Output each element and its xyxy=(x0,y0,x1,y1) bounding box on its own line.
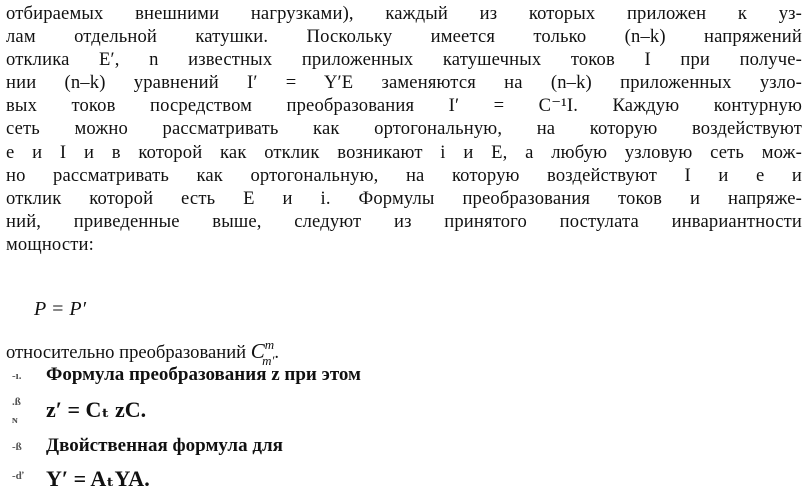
paragraph-line: нии (n–k) уравнений I′ = Y′E заменяются на (n–k) приложенных узло- xyxy=(6,72,802,94)
c-symbol: C xyxy=(250,339,265,363)
c-superscript: m xyxy=(264,337,275,352)
paragraph-line: лам отдельной катушки. Поскольку имеется только (n–k) напряжений xyxy=(6,26,802,48)
paragraph-line: отбираемых внешними нагрузками), каждый из которых приложен к уз- xyxy=(6,3,802,24)
margin-mark: ɴ xyxy=(12,414,18,426)
margin-mark: -ß xyxy=(12,441,22,453)
paragraph-line: сеть можно рассматривать как ортогональную, на которую воздействуют xyxy=(6,118,802,140)
paragraph-line: вых токов посредством преобразования I′ = C⁻¹I. Каждую контурную xyxy=(6,95,802,117)
y-transformation-formula: Y′ = AₜYA. xyxy=(46,466,150,491)
paragraph-line: ний, приведенные выше, следуют из принятого постулата инвариантности xyxy=(6,210,802,232)
paragraph-line: e и I и в которой как отклик возникают i и E, а любую узловую сеть мож- xyxy=(6,141,802,163)
paragraph-line: отклика E′, n известных приложенных катушечных токов I при получе- xyxy=(6,49,802,71)
margin-mark: .ß xyxy=(12,396,21,408)
dual-heading: Двойственная формула для xyxy=(46,435,283,456)
z-transformation-formula: z′ = Cₜ zC. xyxy=(46,397,147,422)
c-subscript: m′ xyxy=(262,353,275,368)
z-heading: Формула преобразования z при этом xyxy=(46,364,361,385)
paragraph-line: отклик которой есть E и i. Формулы преобразования токов и напряже- xyxy=(6,187,802,209)
margin-mark: -ı. xyxy=(12,370,22,382)
margin-mark: -ď xyxy=(12,470,24,482)
paragraph-line: но рассматривать как ортогональную, на которую воздействуют I и e и xyxy=(6,164,802,186)
relative-text: относительно преобразований xyxy=(6,342,247,363)
power-invariance-formula: P = P′ xyxy=(34,298,86,320)
body-paragraph xyxy=(6,2,802,256)
paragraph-line: мощности: xyxy=(6,233,94,255)
relative-end: . xyxy=(274,342,280,363)
